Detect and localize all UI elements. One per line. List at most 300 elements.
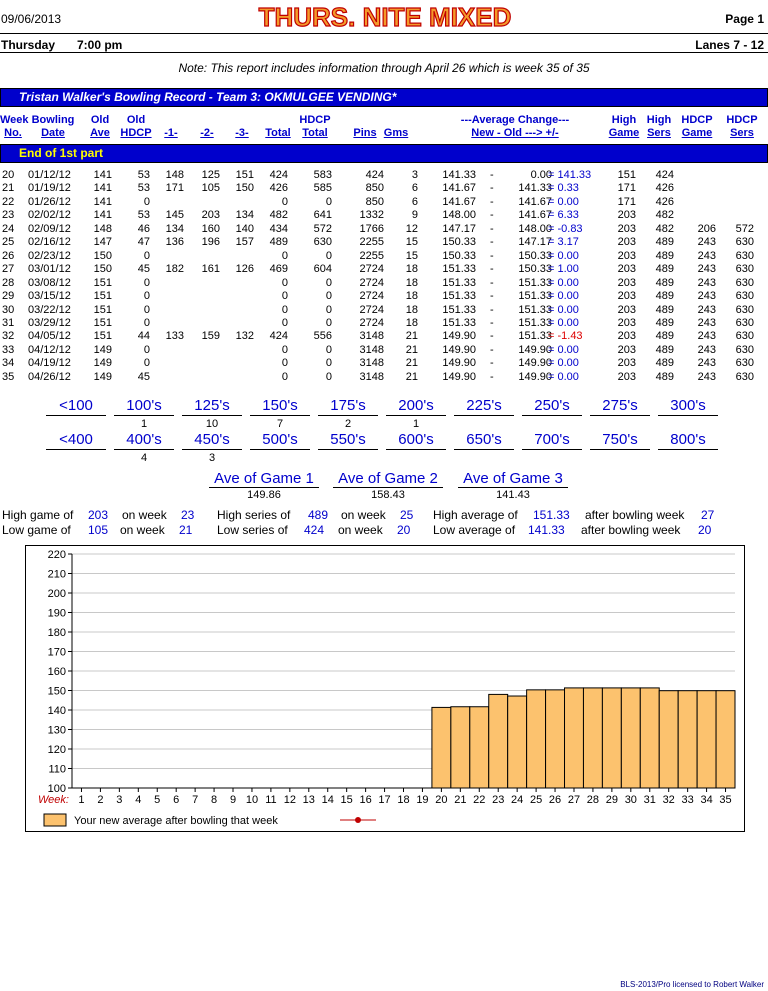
table-row	[0, 236, 768, 249]
cell-old: 151.33	[518, 290, 552, 303]
cell-oldhdcp: 0	[143, 290, 150, 303]
game-average-value: 149.86	[247, 489, 281, 501]
cell-pins: 2724	[359, 276, 384, 289]
cell-g3: 157	[235, 236, 254, 249]
cell-hdg: 243	[697, 303, 716, 316]
cell-g3: 150	[235, 182, 254, 195]
cell-wk: 33	[2, 343, 15, 356]
cell-oldhdcp: 47	[137, 236, 150, 249]
cell-hg: 203	[617, 209, 636, 222]
cell-diff: = 0.00	[548, 195, 579, 208]
y-tick-label: 180	[47, 627, 66, 639]
cell-hds: 630	[735, 276, 754, 289]
cell-oldhdcp: 53	[137, 169, 150, 181]
range-count	[522, 418, 582, 431]
cell-gms: 15	[405, 236, 418, 249]
cell-hdcptotal: 572	[313, 222, 332, 235]
x-tick-label: 32	[662, 794, 675, 806]
game-average-value: 158.43	[371, 489, 405, 501]
cell-new: 150.33	[442, 236, 476, 249]
record-title-bar	[0, 88, 768, 107]
cell-old: 151.33	[518, 276, 552, 289]
game-average-1	[209, 470, 319, 501]
cell-new: 150.33	[442, 249, 476, 262]
cell-hg: 203	[617, 290, 636, 303]
cell-g1: 134	[165, 222, 184, 235]
cell-date: 03/29/12	[28, 316, 71, 329]
cell-old: 151.33	[518, 316, 552, 329]
cell-oldave: 148	[93, 222, 112, 235]
cell-total: 424	[269, 330, 288, 343]
cell-hg: 151	[617, 169, 636, 181]
cell-old: 148.00	[518, 222, 552, 235]
cell-hdcptotal: 630	[313, 236, 332, 249]
x-axis-label: Week:	[38, 794, 69, 806]
cell-hg: 203	[617, 236, 636, 249]
low-series-week: 20	[397, 523, 411, 537]
cell-hs: 489	[655, 316, 674, 329]
x-tick-label: 2	[97, 794, 104, 806]
x-tick-label: 17	[378, 794, 391, 806]
range-count: 3	[208, 452, 216, 464]
legend-label: Your new average after bowling that week	[74, 815, 278, 827]
high-series-stat: High series of	[217, 508, 291, 522]
low-series-stat: Low series of	[217, 523, 288, 537]
bar-week-22	[470, 707, 489, 788]
cell-hdcptotal: 604	[313, 263, 332, 276]
y-tick-label: 110	[48, 763, 66, 776]
cell-g1: 136	[165, 236, 184, 249]
range-count	[590, 418, 650, 431]
y-tick-label: 210	[47, 568, 66, 581]
cell-hdcptotal: 0	[325, 276, 332, 289]
cell-g1: 145	[165, 209, 184, 222]
cell-oldhdcp: 44	[137, 330, 150, 343]
cell-hds: 630	[735, 357, 754, 370]
cell-hdcptotal: 0	[325, 195, 332, 208]
cell-oldhdcp: 0	[143, 316, 150, 329]
record-title: Tristan Walker's Bowling Record - Team 3: OKMULGEE VENDING*	[19, 90, 397, 104]
table-row	[0, 263, 768, 276]
game-average-2	[333, 470, 443, 501]
cell-oldhdcp: 53	[137, 209, 150, 222]
game-average-label: Ave of Game 1	[209, 470, 319, 488]
range-count: 1	[412, 418, 420, 430]
cell-oldhdcp: 0	[143, 357, 150, 370]
table-row	[0, 290, 768, 303]
cell-g3: 126	[235, 263, 254, 276]
range-500s	[250, 431, 310, 465]
low-series-value: 424	[304, 523, 325, 537]
x-tick-label: 4	[135, 794, 142, 806]
cell-diff: = 6.33	[548, 209, 579, 222]
cell-pins: 2724	[359, 303, 384, 316]
cell-gms: 18	[405, 316, 418, 329]
range-label: 225's	[454, 397, 514, 416]
low-game-week: 21	[179, 523, 193, 537]
cell-date: 03/15/12	[28, 290, 71, 303]
cell-oldave: 149	[93, 357, 112, 370]
cell-new: 149.90	[442, 357, 476, 370]
page-number: Page 1	[725, 12, 764, 26]
cell-total: 0	[281, 357, 288, 370]
cell-hs: 489	[655, 330, 674, 343]
x-tick-label: 11	[265, 794, 277, 806]
cell-hs: 482	[655, 209, 674, 222]
cell-hdcptotal: 0	[325, 370, 332, 383]
legend-line-marker	[355, 817, 361, 823]
range-count	[454, 418, 514, 431]
cell-pins: 3148	[359, 343, 384, 356]
league-title: THURS. NITE MIXED	[258, 2, 512, 32]
high-series-value: 489	[308, 508, 329, 522]
table-row	[0, 182, 768, 195]
range-400	[46, 431, 106, 465]
x-tick-label: 27	[567, 794, 581, 806]
y-tick-label: 160	[47, 666, 66, 678]
cell-hds: 630	[735, 330, 754, 343]
cell-hs: 482	[655, 222, 674, 235]
cell-total: 469	[269, 263, 288, 276]
cell-new: 149.90	[442, 370, 476, 383]
cell-hg: 203	[617, 303, 636, 316]
cell-gms: 18	[405, 276, 418, 289]
cell-g1: 133	[165, 330, 184, 343]
bar-week-31	[640, 688, 659, 788]
table-row	[0, 304, 768, 317]
cell-wk: 25	[2, 236, 15, 249]
col-game2: -2-	[200, 127, 214, 139]
cell-hdg: 243	[697, 357, 716, 370]
range-125s	[182, 397, 242, 431]
cell-oldhdcp: 0	[143, 249, 150, 262]
cell-hdcptotal: 556	[313, 330, 332, 343]
cell-oldhdcp: 0	[143, 343, 150, 356]
league-lanes: Lanes 7 - 12	[695, 38, 764, 52]
league-day: Thursday	[1, 38, 56, 52]
cell-diff: = 0.00	[548, 276, 579, 289]
cell-sep: -	[490, 290, 494, 303]
cell-total: 489	[269, 236, 288, 249]
cell-oldave: 147	[93, 236, 112, 249]
cell-oldave: 149	[93, 343, 112, 356]
cell-wk: 32	[2, 330, 15, 343]
x-tick-label: 34	[700, 794, 713, 806]
x-tick-label: 24	[511, 794, 524, 806]
cell-wk: 22	[2, 195, 15, 208]
cell-diff: = 0.00	[548, 290, 579, 303]
part-bar	[0, 144, 768, 163]
cell-hg: 203	[617, 330, 636, 343]
cell-gms: 21	[405, 330, 418, 343]
cell-g3: 132	[235, 330, 254, 343]
cell-oldave: 149	[93, 370, 112, 383]
cell-old: 141.33	[518, 182, 552, 195]
cell-new: 141.67	[442, 182, 476, 195]
cell-hs: 489	[655, 370, 674, 383]
cell-g1: 171	[165, 182, 184, 195]
part-label: End of 1st part	[19, 146, 104, 160]
bar-week-27	[565, 688, 584, 788]
x-tick-label: 21	[454, 794, 467, 806]
x-tick-label: 20	[435, 794, 448, 806]
low-average-week-label: after bowling week	[581, 523, 681, 537]
cell-hg: 203	[617, 276, 636, 289]
col-bowling-date: Bowling Date	[31, 114, 75, 139]
x-tick-label: 6	[173, 794, 180, 806]
cell-sep: -	[490, 303, 494, 316]
cell-diff: = -1.43	[548, 330, 583, 343]
cell-hg: 203	[617, 263, 636, 276]
range-750s	[590, 431, 650, 465]
cell-old: 149.90	[518, 343, 552, 356]
cell-hds: 630	[735, 303, 754, 316]
col-high-game: High Game	[608, 114, 640, 139]
cell-total: 0	[281, 316, 288, 329]
cell-gms: 18	[405, 303, 418, 316]
cell-hdcptotal: 583	[313, 169, 332, 181]
game-average-3	[458, 470, 568, 501]
range-175s	[318, 397, 378, 431]
range-count	[522, 452, 582, 465]
cell-sep: -	[490, 169, 494, 181]
cell-hs: 426	[655, 195, 674, 208]
high-game-week: 23	[181, 508, 195, 522]
table-row	[0, 209, 768, 222]
cell-old: 141.67	[518, 195, 552, 208]
col-game3: -3-	[235, 127, 249, 139]
range-275s	[590, 397, 650, 431]
range-count: 4	[140, 452, 148, 464]
col-hdcp-sers: HDCP Sers	[726, 114, 758, 139]
cell-g3: 151	[235, 169, 254, 181]
range-count	[46, 452, 106, 465]
cell-oldave: 141	[93, 195, 112, 208]
y-tick-label: 150	[47, 685, 66, 698]
cell-oldave: 141	[93, 209, 112, 222]
cell-sep: -	[490, 276, 494, 289]
cell-date: 04/12/12	[28, 343, 71, 356]
bar-week-21	[451, 707, 470, 788]
cell-pins: 1332	[359, 209, 384, 222]
x-tick-label: 1	[78, 794, 85, 806]
x-tick-label: 9	[229, 794, 237, 806]
cell-total: 0	[281, 370, 288, 383]
high-game-stat: High game of	[2, 508, 74, 522]
cell-pins: 3148	[359, 370, 384, 383]
x-tick-label: 7	[192, 794, 199, 806]
cell-gms: 6	[411, 195, 418, 208]
x-tick-label: 15	[340, 794, 353, 806]
report-note: Note: This report includes information through April 26 which is week 35 of 35	[178, 61, 590, 75]
cell-diff: = 1.00	[548, 263, 579, 276]
range-label: 700's	[522, 431, 582, 450]
range-count: 10	[205, 418, 219, 430]
range-count	[454, 452, 514, 465]
x-tick-label: 26	[548, 794, 562, 806]
bar-week-32	[659, 691, 678, 788]
low-game-stat: Low game of	[2, 523, 71, 537]
cell-pins: 2255	[359, 249, 384, 262]
cell-hs: 424	[655, 169, 674, 181]
header-rule	[0, 33, 768, 34]
cell-hdg: 243	[697, 343, 716, 356]
cell-hdg: 243	[697, 370, 716, 383]
cell-new: 148.00	[442, 209, 476, 222]
cell-oldhdcp: 53	[137, 182, 150, 195]
range-count	[658, 418, 718, 431]
x-tick-label: 25	[529, 794, 543, 806]
bar-week-23	[489, 694, 508, 788]
x-tick-label: 3	[116, 794, 123, 806]
cell-old: 149.90	[518, 370, 552, 383]
game-average-value: 141.43	[496, 489, 530, 501]
cell-gms: 15	[405, 249, 418, 262]
range-label: 450's	[182, 431, 242, 450]
cell-diff: = 141.33	[548, 169, 592, 181]
cell-oldave: 151	[93, 316, 112, 329]
cell-oldave: 141	[93, 169, 112, 181]
cell-new: 151.33	[442, 303, 476, 316]
cell-date: 04/05/12	[28, 330, 71, 343]
cell-sep: -	[490, 316, 494, 329]
x-tick-label: 5	[154, 794, 161, 806]
cell-wk: 24	[2, 222, 15, 235]
cell-g2: 203	[201, 209, 220, 222]
high-series-week: 25	[400, 508, 414, 522]
cell-wk: 23	[2, 209, 15, 222]
high-average-stat: High average of	[433, 508, 518, 522]
low-average-value: 141.33	[528, 523, 565, 537]
range-650s	[454, 431, 514, 465]
cell-oldave: 150	[93, 263, 112, 276]
cell-gms: 18	[405, 263, 418, 276]
cell-date: 01/12/12	[28, 169, 71, 181]
col-old-ave: Old Ave	[90, 114, 110, 139]
x-tick-label: 18	[397, 794, 410, 806]
range-label: 400's	[114, 431, 174, 450]
cell-g2: 105	[201, 182, 220, 195]
high-game-value: 203	[88, 508, 109, 522]
cell-total: 424	[269, 169, 288, 181]
cell-date: 04/26/12	[28, 370, 71, 383]
cell-gms: 6	[411, 182, 418, 195]
cell-new: 147.17	[442, 222, 476, 235]
range-label: 150's	[250, 397, 310, 416]
cell-hg: 203	[617, 316, 636, 329]
cell-sep: -	[490, 357, 494, 370]
cell-gms: 9	[411, 209, 418, 222]
range-800s	[658, 431, 718, 465]
cell-sep: -	[490, 222, 494, 235]
cell-wk: 21	[2, 182, 15, 195]
cell-wk: 20	[2, 169, 15, 181]
range-100	[46, 397, 106, 431]
high-average-week-label: after bowling week	[585, 508, 685, 522]
cell-gms: 21	[405, 357, 418, 370]
license-footer: BLS-2013/Pro licensed to Robert Walker	[620, 980, 764, 989]
average-chart-svg	[26, 546, 744, 831]
cell-hdcptotal: 0	[325, 316, 332, 329]
cell-hdg: 243	[697, 263, 716, 276]
cell-date: 03/22/12	[28, 303, 71, 316]
average-chart	[25, 545, 745, 832]
range-label: 250's	[522, 397, 582, 416]
cell-hds: 630	[735, 249, 754, 262]
cell-oldhdcp: 0	[143, 276, 150, 289]
cell-diff: = 0.00	[548, 316, 579, 329]
cell-pins: 850	[365, 195, 384, 208]
game-average-label: Ave of Game 3	[458, 470, 568, 488]
cell-hdg: 243	[697, 276, 716, 289]
cell-hs: 489	[655, 276, 674, 289]
cell-wk: 31	[2, 316, 15, 329]
cell-gms: 3	[411, 169, 418, 181]
bar-week-26	[546, 690, 565, 788]
cell-sep: -	[490, 182, 494, 195]
range-700s	[522, 431, 582, 465]
x-tick-label: 23	[492, 794, 505, 806]
cell-hg: 203	[617, 249, 636, 262]
cell-wk: 29	[2, 290, 15, 303]
cell-date: 02/16/12	[28, 236, 71, 249]
high-game-week-label: on week	[122, 508, 167, 522]
cell-date: 01/26/12	[28, 195, 71, 208]
range-400s	[114, 431, 174, 465]
table-row	[0, 169, 768, 182]
cell-hdg: 243	[697, 316, 716, 329]
col-gms: Gms	[383, 127, 409, 139]
range-label: <400	[46, 431, 106, 450]
range-550s	[318, 431, 378, 465]
cell-diff: = 0.00	[548, 249, 579, 262]
bar-week-28	[583, 688, 602, 788]
col-high-sers: High Sers	[646, 114, 672, 139]
cell-old: 141.67	[518, 209, 552, 222]
cell-hs: 489	[655, 357, 674, 370]
x-tick-label: 10	[245, 794, 259, 806]
cell-hdcptotal: 641	[313, 209, 332, 222]
cell-oldhdcp: 0	[143, 303, 150, 316]
cell-diff: = -0.83	[548, 222, 583, 235]
range-label: 275's	[590, 397, 650, 416]
cell-date: 01/19/12	[28, 182, 71, 195]
x-tick-label: 29	[605, 794, 618, 806]
cell-old: 151.33	[518, 303, 552, 316]
cell-sep: -	[490, 263, 494, 276]
cell-pins: 3148	[359, 357, 384, 370]
table-row	[0, 317, 768, 330]
range-200s	[386, 397, 446, 431]
cell-total: 434	[269, 222, 288, 235]
cell-g3: 134	[235, 209, 254, 222]
y-tick-label: 130	[47, 724, 66, 737]
cell-hs: 489	[655, 236, 674, 249]
cell-diff: = 3.17	[548, 236, 579, 249]
bar-week-25	[527, 690, 546, 788]
cell-g2: 125	[201, 169, 220, 181]
game-average-label: Ave of Game 2	[333, 470, 443, 488]
cell-old: 147.17	[518, 236, 552, 249]
col-hdcp-total: HDCP Total	[299, 114, 331, 139]
cell-hg: 203	[617, 357, 636, 370]
cell-date: 02/02/12	[28, 209, 71, 222]
range-label: 600's	[386, 431, 446, 450]
cell-new: 151.33	[442, 290, 476, 303]
cell-g2: 161	[201, 263, 220, 276]
y-tick-label: 220	[47, 549, 66, 561]
cell-gms: 21	[405, 370, 418, 383]
